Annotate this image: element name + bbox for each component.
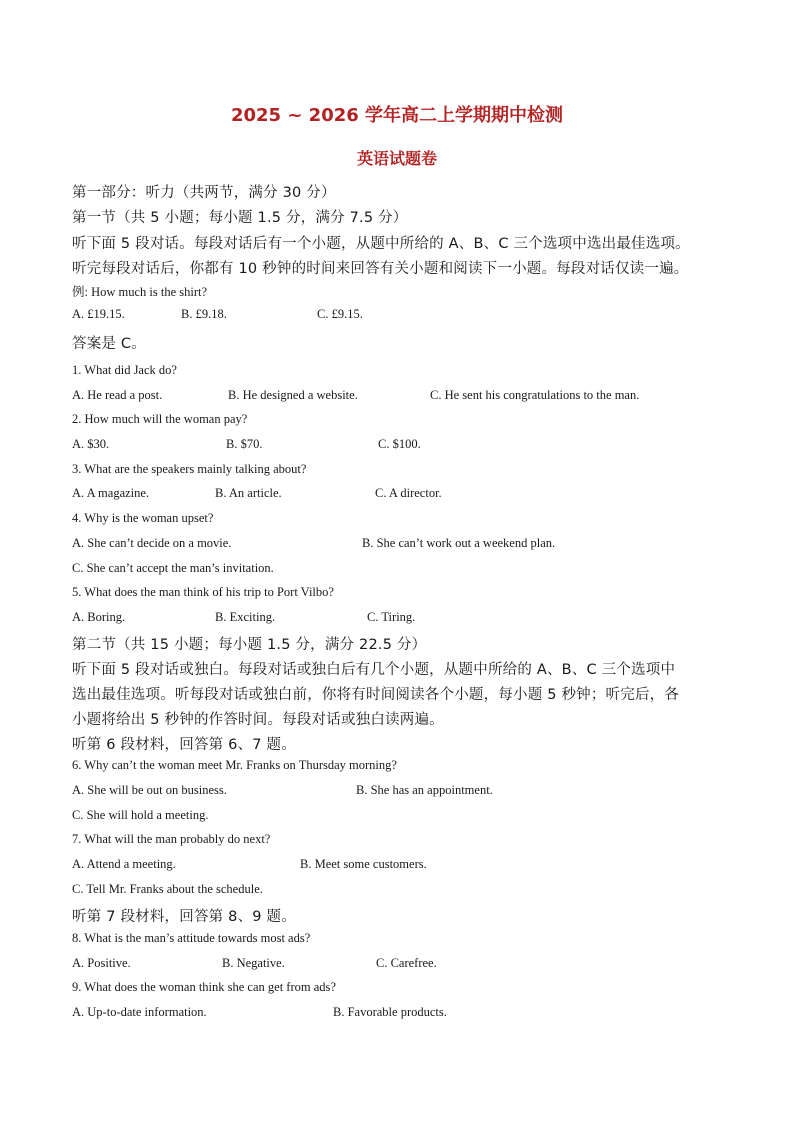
section1-instruction-line2: 听完每段对话后，你都有 10 秒钟的时间来回答有关小题和阅读下一小题。每段对话仅读一遍。 xyxy=(72,261,689,277)
q1-option-b: B. He designed a website. xyxy=(228,388,358,402)
q3-question: 3. What are the speakers mainly talking about? xyxy=(72,462,307,476)
q7-option-c: C. Tell Mr. Franks about the schedule. xyxy=(72,882,263,896)
q2-option-c: C. $100. xyxy=(378,437,421,451)
q8-option-b: B. Negative. xyxy=(222,956,285,970)
q6-option-a: A. She will be out on business. xyxy=(72,783,227,797)
exam-title: 2025 ~ 2026 学年高二上学期期中检测 xyxy=(230,105,564,126)
example-option-b: B. £9.18. xyxy=(181,307,227,321)
q1-option-a: A. He read a post. xyxy=(72,388,163,402)
q7-option-b: B. Meet some customers. xyxy=(300,857,427,871)
material-6-heading: 听第 6 段材料，回答第 6、7 题。 xyxy=(72,737,296,753)
q4-option-b: B. She can’t work out a weekend plan. xyxy=(362,536,556,550)
example-question: 例: How much is the shirt? xyxy=(72,285,208,299)
q5-option-c: C. Tiring. xyxy=(367,610,416,624)
q6-question: 6. Why can’t the woman meet Mr. Franks on Thursday morning? xyxy=(72,758,397,772)
q3-option-a: A. A magazine. xyxy=(72,486,150,500)
q4-question: 4. Why is the woman upset? xyxy=(72,511,214,525)
q2-option-a: A. $30. xyxy=(72,437,110,451)
section2-instruction-line3: 小题将给出 5 秒钟的作答时间。每段对话或独白读两遍。 xyxy=(72,712,444,728)
q8-option-a: A. Positive. xyxy=(72,956,131,970)
example-answer: 答案是 C。 xyxy=(72,336,146,352)
q6-option-b: B. She has an appointment. xyxy=(356,783,493,797)
q2-option-b: B. $70. xyxy=(226,437,263,451)
exam-subtitle: 英语试题卷 xyxy=(356,149,437,168)
q2-question: 2. How much will the woman pay? xyxy=(72,412,248,426)
section2-instruction-line1: 听下面 5 段对话或独白。每段对话或独白后有几个小题，从题中所给的 A、B、C 三个选项中 xyxy=(72,662,676,678)
example-option-c: C. £9.15. xyxy=(317,307,363,321)
q9-option-b: B. Favorable products. xyxy=(333,1005,447,1019)
part1-heading: 第一部分：听力（共两节，满分 30 分） xyxy=(72,185,336,201)
q4-option-a: A. She can’t decide on a movie. xyxy=(72,536,232,550)
q5-question: 5. What does the man think of his trip to Port Vilbo? xyxy=(72,585,334,599)
q4-option-c: C. She can’t accept the man’s invitation. xyxy=(72,561,274,575)
q1-question: 1. What did Jack do? xyxy=(72,363,177,377)
q8-option-c: C. Carefree. xyxy=(376,956,437,970)
q9-option-a: A. Up-to-date information. xyxy=(72,1005,207,1019)
q8-question: 8. What is the man’s attitude towards most ads? xyxy=(72,931,311,945)
q7-option-a: A. Attend a meeting. xyxy=(72,857,176,871)
section2-instruction-line2: 选出最佳选项。听每段对话或独白前，你将有时间阅读各个小题，每小题 5 秒钟；听完后，各 xyxy=(72,687,680,703)
example-option-a: A. £19.15. xyxy=(72,307,125,321)
q5-option-a: A. Boring. xyxy=(72,610,126,624)
q9-question: 9. What does the woman think she can get from ads? xyxy=(72,980,336,994)
material-7-heading: 听第 7 段材料，回答第 8、9 题。 xyxy=(72,909,296,925)
section1-heading: 第一节（共 5 小题；每小题 1.5 分，满分 7.5 分） xyxy=(72,210,408,226)
q7-question: 7. What will the man probably do next? xyxy=(72,832,271,846)
section1-instruction-line1: 听下面 5 段对话。每段对话后有一个小题，从题中所给的 A、B、C 三个选项中选出最佳选项。 xyxy=(72,236,690,252)
q5-option-b: B. Exciting. xyxy=(215,610,276,624)
q1-option-c: C. He sent his congratulations to the man. xyxy=(430,388,640,402)
q3-option-c: C. A director. xyxy=(375,486,442,500)
q3-option-b: B. An article. xyxy=(215,486,282,500)
q6-option-c: C. She will hold a meeting. xyxy=(72,808,209,822)
section2-heading: 第二节（共 15 小题；每小题 1.5 分，满分 22.5 分） xyxy=(72,637,427,653)
